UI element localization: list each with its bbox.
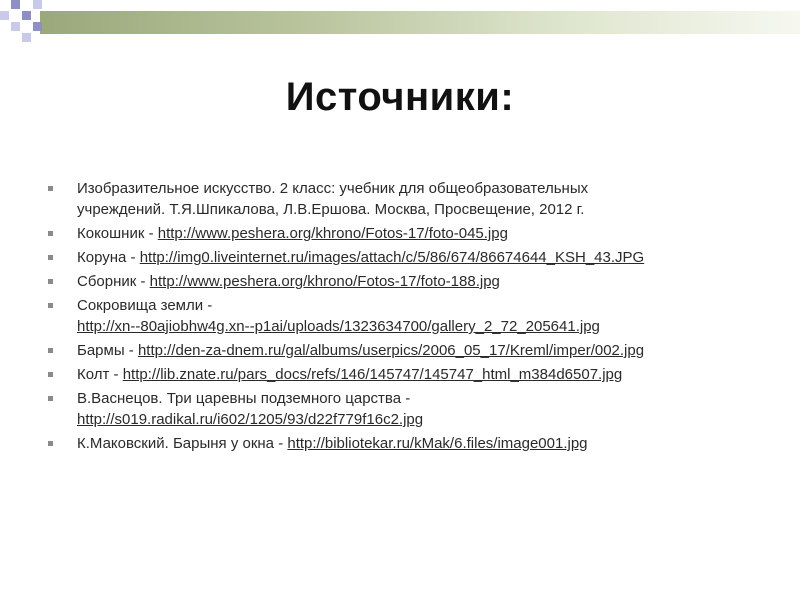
list-item [48, 247, 778, 268]
item-label: В.Васнецов. Три царевны подземного царства - [77, 390, 411, 407]
bullet-icon [48, 372, 53, 377]
item-label: Бармы - [77, 342, 138, 359]
header-decor-band [40, 11, 800, 34]
item-label: Коруна - [77, 249, 140, 266]
source-link[interactable]: http://s019.radikal.ru/i602/1205/93/d22f779f16c2.jpg [77, 411, 424, 428]
source-link[interactable]: http://www.peshera.org/khrono/Fotos-17/foto-045.jpg [157, 225, 508, 242]
bullet-icon [48, 255, 53, 260]
decor-square [11, 22, 20, 31]
source-link[interactable]: http://lib.znate.ru/pars_docs/refs/146/145747/145747_html_m384d6507.jpg [122, 366, 623, 383]
bullet-icon [48, 279, 53, 284]
list-item [48, 223, 778, 244]
source-link[interactable]: http://img0.liveinternet.ru/images/attach/c/5/86/674/86674644_KSH_43.JPG [139, 249, 645, 266]
list-item [48, 433, 778, 454]
item-label: К.Маковский. Барыня у окна - [77, 435, 288, 452]
item-label: Кокошник - [77, 225, 158, 242]
slide-title: Источники: [285, 75, 515, 119]
bullet-icon [48, 396, 53, 401]
decor-square [11, 0, 20, 9]
list-item [48, 340, 778, 361]
source-link[interactable]: http://www.peshera.org/khrono/Fotos-17/foto-188.jpg [149, 273, 500, 290]
bullet-icon [48, 441, 53, 446]
decor-square [33, 22, 42, 31]
list-item [48, 364, 778, 385]
source-link[interactable]: http://den-za-dnem.ru/gal/albums/userpics/2006_05_17/Kreml/imper/002.jpg [137, 342, 645, 359]
sources-list [48, 178, 778, 457]
decor-square [22, 33, 31, 42]
source-link[interactable]: http://bibliotekar.ru/kMak/6.files/image001.jpg [287, 435, 588, 452]
list-item [48, 271, 778, 292]
bullet-icon [48, 303, 53, 308]
source-link[interactable]: http://xn--80ajiobhw4g.xn--p1ai/uploads/1323634700/gallery_2_72_205641.jpg [77, 318, 600, 335]
bullet-icon [48, 348, 53, 353]
bullet-icon [48, 231, 53, 236]
list-item [48, 388, 778, 430]
decor-square [0, 11, 9, 20]
item-label: Сокровища земли - [77, 297, 213, 314]
item-text: Изобразительное искусство. 2 класс: учебник для общеобразовательных [77, 180, 589, 197]
list-item [48, 295, 778, 337]
bullet-icon [48, 186, 53, 191]
item-label: Сборник - [77, 273, 150, 290]
decor-square [22, 11, 31, 20]
item-label: Колт - [77, 366, 123, 383]
item-text: учреждений. Т.Я.Шпикалова, Л.В.Ершова. Москва, Просвещение, 2012 г. [77, 201, 585, 218]
decor-square [33, 0, 42, 9]
list-item [48, 178, 778, 220]
